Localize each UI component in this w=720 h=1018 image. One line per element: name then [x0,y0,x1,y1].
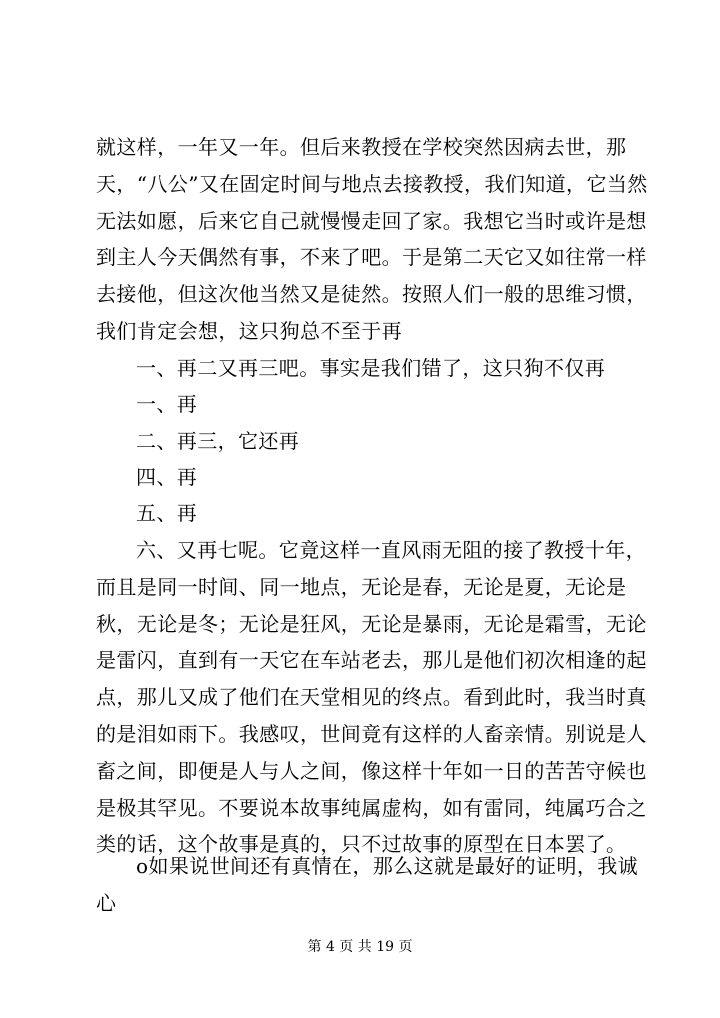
page-footer: 第 4 页 共 19 页 [307,939,413,955]
paragraph-1: 就这样，一年又一年。但后来教授在学校突然因病去世，那天，“八公”又在固定时间与地点去接教授，我们知道，它当然无法如愿，后来它自己就慢慢走回了家。我想它当时或许是想到主人今天偶然有事，不来了吧。于是第二天它又如往常一样去接他，但这次他当然又是徒然。按照人们一般的思维习惯，我们肯定会想，这只狗总不至于再 [96,135,648,343]
paragraph-4: 二、再三，它还再 [136,429,300,453]
paragraph-5: 四、再 [136,465,198,489]
paragraph-2: 一、再二又再三吧。事实是我们错了，这只狗不仅再 [136,356,606,380]
paragraph-7: 六、又再七呢。它竟这样一直风雨无阻的接了教授十年，而且是同一时间、同一地点，无论是春，无论是夏，无论是秋，无论是冬；无论是狂风，无论是暴雨，无论是霜雪，无论是雷闪，直到有一天它在车站老去，那儿是他们初次相逢的起点，那儿又成了他们在天堂相见的终点。看到此时，我当时真的是泪如雨下。我感叹，世间竟有这样的人畜亲情。别说是人畜之间，即便是人与人之间，像这样十年如一日的苦苦守候也是极其罕见。不要说本故事纯属虚构，如有雷同，纯属巧合之类的话，这个故事是真的，只不过故事的原型在日本罢了。 [96,538,647,857]
paragraph-6: 五、再 [136,501,198,525]
paragraph-8: o如果说世间还有真情在，那么这就是最好的证明，我诚心 [96,854,639,915]
paragraph-3: 一、再 [136,392,198,416]
